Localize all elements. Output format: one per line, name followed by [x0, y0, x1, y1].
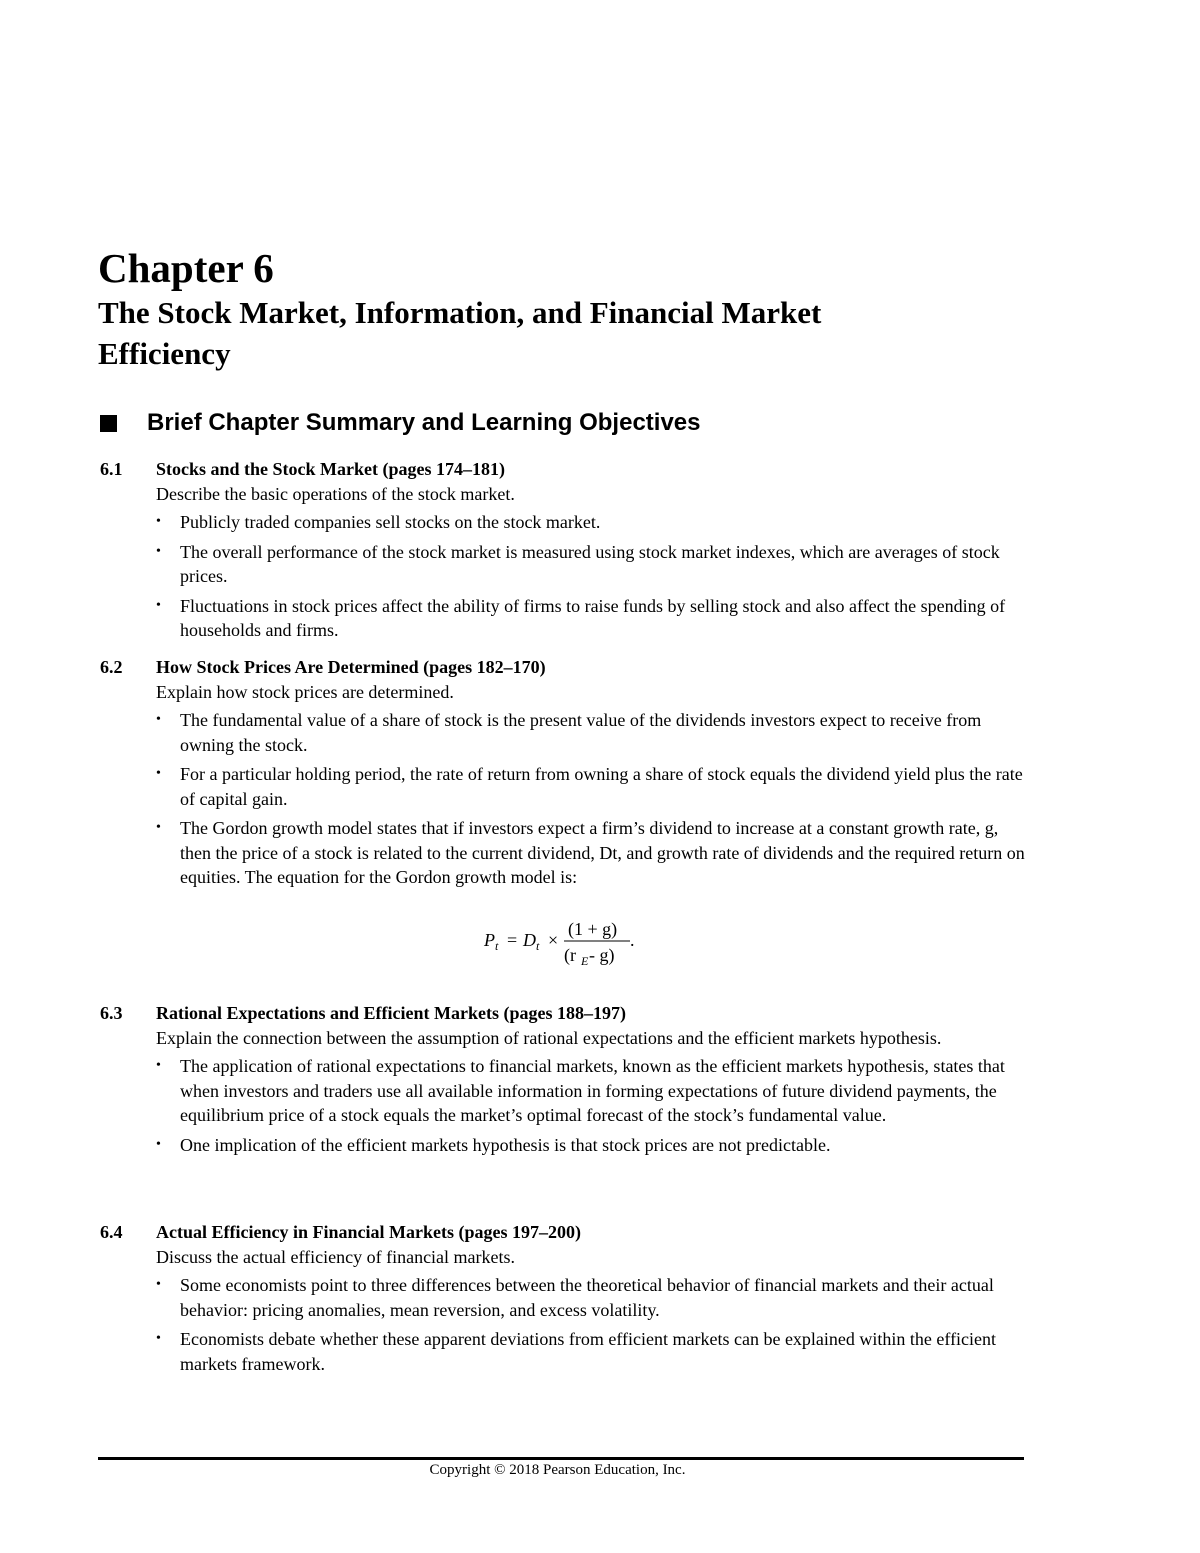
bullet-icon: •: [156, 597, 161, 613]
chapter-title: Chapter 6: [98, 245, 274, 291]
list-item-text: The Gordon growth model states that if investors expect a firm’s dividend to increase at a constant growth rate, g, then the price of a stock is related to the current dividend, Dt, and growth rate of dividends and the required return on equities. The equation for the Gordon growth model is:: [180, 818, 1025, 887]
section-number: 6.1: [100, 459, 123, 479]
bullet-list: [156, 1054, 1030, 1157]
formula-d-sub: t: [536, 938, 540, 953]
formula-denominator-open: (r: [564, 944, 576, 965]
square-bullet-icon: [100, 415, 117, 432]
list-item: [156, 1273, 1030, 1322]
bullet-icon: •: [156, 1331, 161, 1346]
formula-p: P: [484, 929, 495, 950]
list-item: [156, 510, 1030, 535]
learning-objective: Discuss the actual efficiency of financial markets.: [156, 1246, 516, 1267]
bullet-icon: •: [156, 1136, 161, 1152]
list-item-text: The application of rational expectations to financial markets, known as the efficient markets hypothesis, states that when investors and traders use all available information in forming expectations of future dividend payments, the equilibrium price of a stock equals the market’s optimal forecast of the stock’s fundamental value.: [180, 1056, 1005, 1125]
learning-objective: Explain the connection between the assumption of rational expectations and the efficient markets hypothesis.: [156, 1027, 942, 1048]
bullet-icon: •: [156, 543, 161, 559]
list-item-text: Publicly traded companies sell stocks on the stock market.: [180, 512, 601, 532]
formula-times: ×: [548, 929, 559, 950]
formula-period: .: [630, 929, 635, 950]
learning-objective: Describe the basic operations of the stock market.: [156, 483, 515, 504]
chapter-subtitle: The Stock Market, Information, and Financial Market Efficiency: [98, 295, 822, 371]
learning-objective: Explain how stock prices are determined.: [156, 681, 454, 702]
copyright-notice: Copyright © 2018 Pearson Education, Inc.: [429, 1462, 686, 1478]
section-title: Rational Expectations and Efficient Markets (pages 188–197): [156, 1003, 626, 1023]
section-title: How Stock Prices Are Determined (pages 182–170): [156, 657, 546, 677]
section-heading: [100, 655, 1030, 680]
bullet-icon: •: [156, 1277, 161, 1292]
section-6-1: [100, 457, 1030, 648]
section-heading: [100, 1001, 1030, 1026]
formula-d: D: [523, 929, 536, 950]
list-item: [156, 708, 1030, 757]
section-heading: [100, 1220, 1030, 1245]
formula-denominator-rest: - g): [589, 944, 615, 965]
summary-heading-text: Brief Chapter Summary and Learning Objectives: [147, 409, 701, 436]
list-item: [156, 762, 1030, 811]
section-6-4: [100, 1220, 1030, 1381]
gordon-growth-formula: [100, 910, 1030, 970]
section-heading: [100, 457, 1030, 482]
list-item-text: Some economists point to three differences between the theoretical behavior of financial markets and their actual behavior: pricing anomalies, mean reversion, and excess volatility.: [180, 1275, 994, 1320]
list-item-text: The overall performance of the stock market is measured using stock market indexes, which are averages of stock prices.: [180, 541, 1000, 586]
section-number: 6.4: [100, 1222, 123, 1242]
section-title: Stocks and the Stock Market (pages 174–181): [156, 459, 505, 479]
bullet-icon: •: [156, 1058, 161, 1073]
bullet-icon: •: [156, 820, 161, 835]
list-item-text: For a particular holding period, the rate of return from owning a share of stock equals the dividend yield plus the rate of capital gain.: [180, 764, 1023, 809]
bullet-list: [156, 708, 1030, 890]
list-item: [156, 594, 1030, 643]
list-item-text: Economists debate whether these apparent deviations from efficient markets can be explained within the efficient markets framework.: [180, 1329, 997, 1374]
bullet-icon: •: [156, 514, 161, 529]
list-item-text: One implication of the efficient markets hypothesis is that stock prices are not predictable.: [180, 1134, 831, 1155]
list-item: [156, 816, 1030, 890]
list-item: [156, 540, 1030, 589]
bullet-icon: •: [156, 712, 161, 727]
list-item: [156, 1327, 1030, 1376]
formula-p-sub: t: [495, 938, 499, 953]
bullet-icon: •: [156, 766, 161, 781]
formula-numerator: (1 + g): [568, 918, 618, 939]
list-item: [156, 1133, 1030, 1158]
list-item-text: The fundamental value of a share of stock is the present value of the dividends investors expect to receive from owning the stock.: [180, 710, 982, 755]
list-item-text: Fluctuations in stock prices affect the ability of firms to raise funds by selling stock and also affect the spending of households and firms.: [180, 595, 1006, 640]
list-item: [156, 1054, 1030, 1128]
section-number: 6.3: [100, 1003, 123, 1023]
section-6-3: [100, 1001, 1030, 1162]
bullet-list: [156, 510, 1030, 643]
summary-heading: [100, 406, 701, 440]
bullet-list: [156, 1273, 1030, 1376]
formula-svg: [482, 910, 682, 970]
formula-denominator-sub: E: [581, 953, 589, 968]
section-6-2: [100, 655, 1030, 970]
formula-equals: =: [507, 929, 518, 950]
section-number: 6.2: [100, 657, 123, 677]
footer-rule: [98, 1457, 1024, 1460]
section-title: Actual Efficiency in Financial Markets (pages 197–200): [156, 1222, 581, 1242]
